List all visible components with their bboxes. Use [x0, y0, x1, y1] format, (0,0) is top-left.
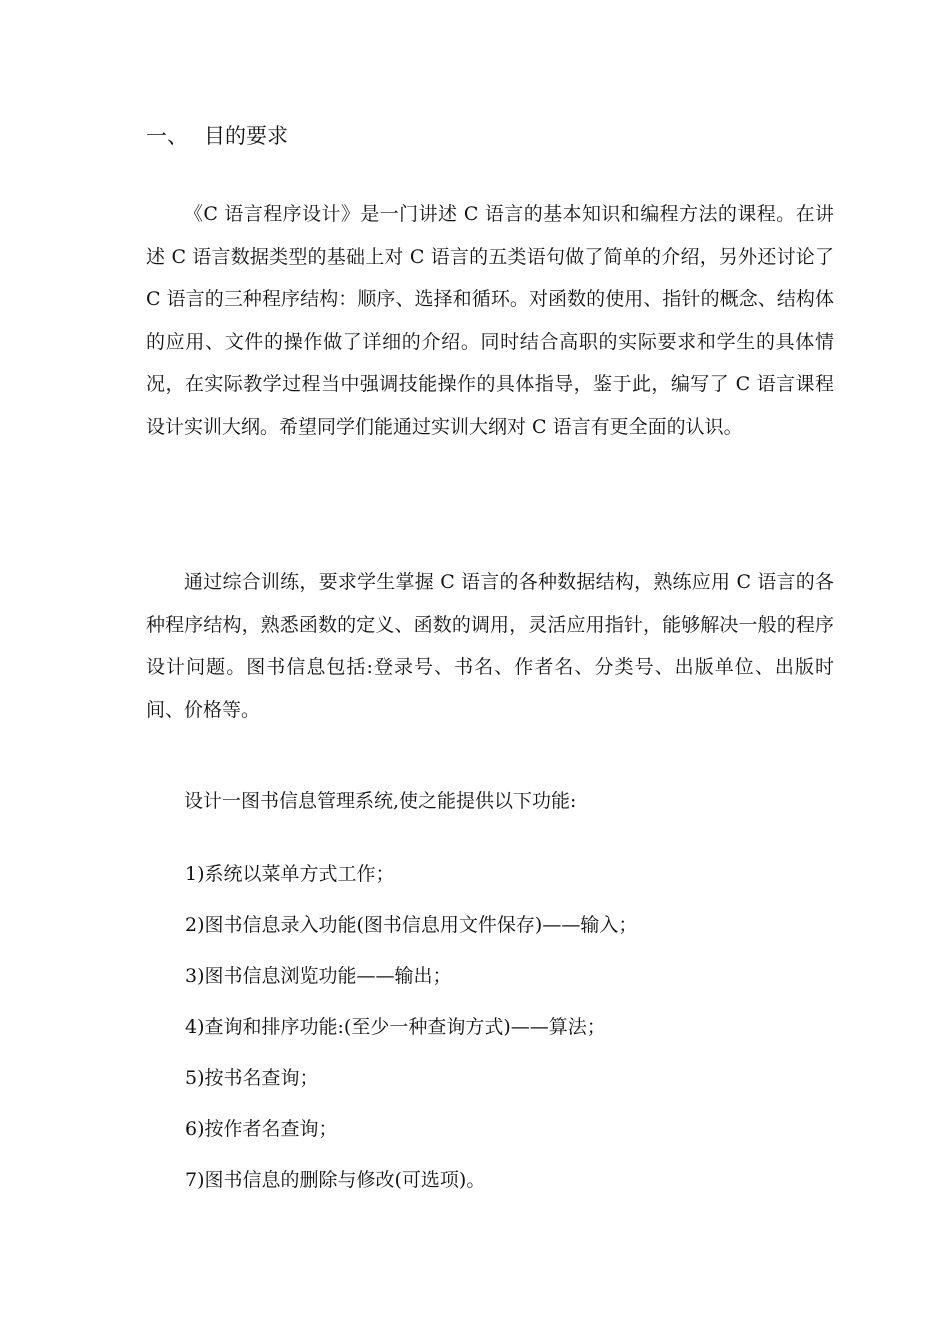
intro-paragraph: 《C 语言程序设计》是一门讲述 C 语言的基本知识和编程方法的课程。在讲述 C 语言数据类型的基础上对 C 语言的五类语句做了简单的介绍，另外还讨论了 C 语言的三种程序结构：顺序、选择和循环。对函数的使用、指针的概念、结构体的应用、文件的操作做了详细的介绍。同时结合高职的实际要求和学生的具体情况，在实际教学过程当中强调技能操作的具体指导，鉴于此，编写了 C 语言课程设计实训大纲。希望同学们能通过实训大纲对 C 语言有更全面的认识。 — [146, 203, 834, 438]
feature-item-5: 5)按书名查询； — [185, 1067, 319, 1089]
section-title: 目的要求 — [204, 124, 288, 148]
feature-item-1: 1)系统以菜单方式工作； — [185, 863, 395, 885]
goal-paragraph: 通过综合训练，要求学生掌握 C 语言的各种数据结构，熟练应用 C 语言的各种程序结构，熟悉函数的定义、函数的调用，灵活应用指针，能够解决一般的程序设计问题。图书信息包括:登录号、书名、作者名、分类号、出版单位、出版时间、价格等。 — [146, 571, 834, 721]
design-paragraph: 设计一图书信息管理系统,使之能提供以下功能: — [184, 790, 577, 812]
feature-item-4: 4)查询和排序功能:(至少一种查询方式)——算法； — [185, 1016, 606, 1038]
feature-list — [185, 856, 637, 1213]
section-heading — [146, 118, 288, 154]
feature-item-3: 3)图书信息浏览功能——输出； — [185, 965, 452, 987]
feature-item-7: 7)图书信息的删除与修改(可选项)。 — [185, 1169, 486, 1191]
section-number: 一、 — [146, 124, 188, 148]
feature-item-6: 6)按作者名查询； — [185, 1118, 338, 1140]
feature-item-2: 2)图书信息录入功能(图书信息用文件保存)——输入； — [185, 914, 638, 936]
